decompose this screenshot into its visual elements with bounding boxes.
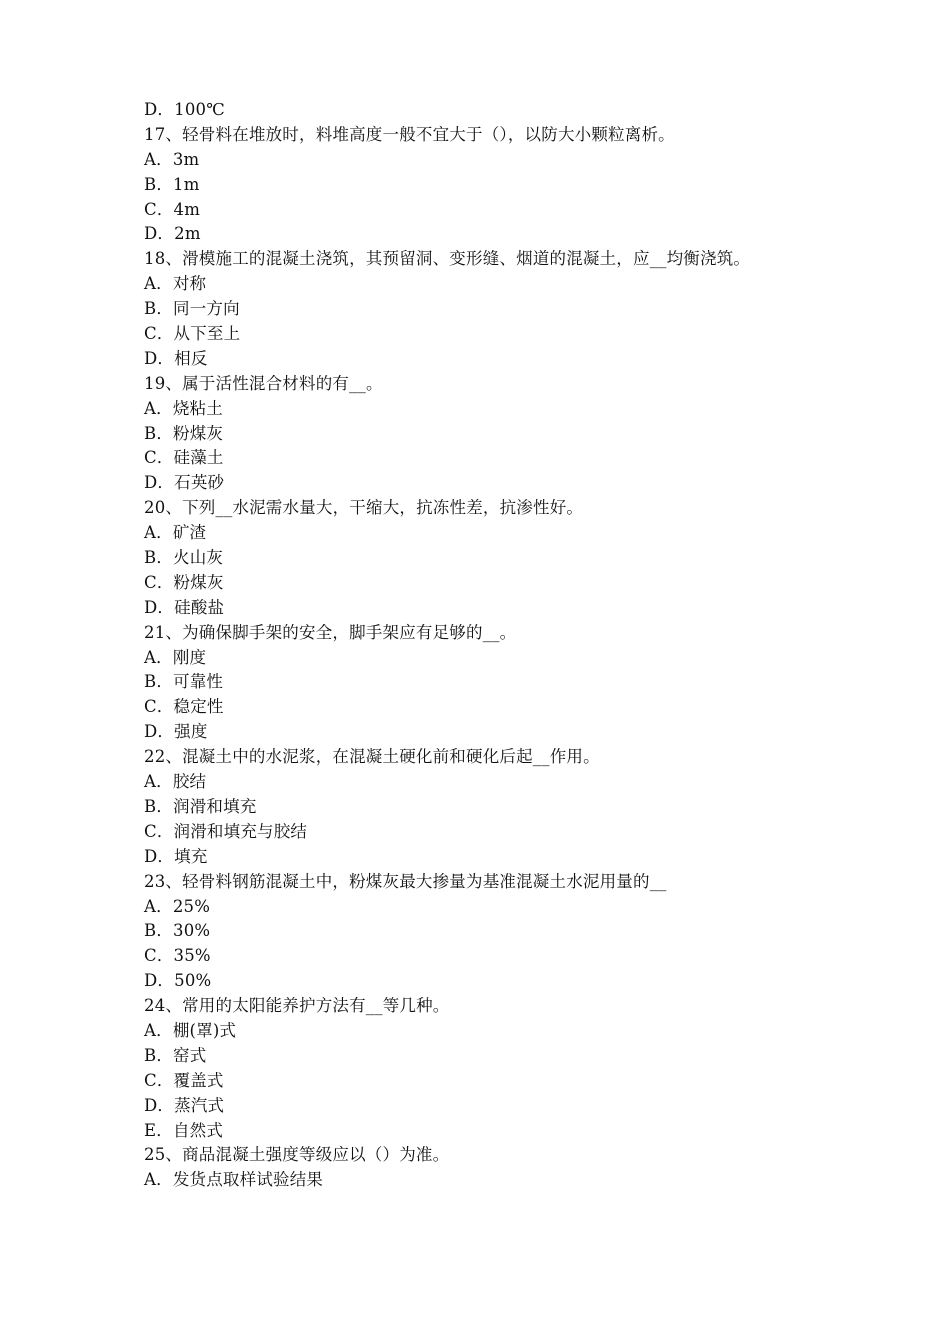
option-c-q23: C．35% (144, 946, 211, 966)
option-c-q18: C．从下至上 (144, 324, 241, 344)
option-a-q23: A．25% (144, 896, 211, 916)
option-d-q22: D．填充 (144, 846, 208, 866)
option-b-q18: B．同一方向 (144, 299, 240, 319)
option-b-q20: B．火山灰 (144, 548, 224, 568)
option-a-q24: A．棚(罩)式 (144, 1020, 237, 1040)
option-e-q24: E．自然式 (144, 1120, 224, 1140)
option-c-q20: C．粉煤灰 (144, 572, 224, 592)
option-b-q19: B．粉煤灰 (144, 423, 224, 443)
option-a-q18: A．对称 (144, 274, 207, 294)
option-d-q23: D．50% (144, 971, 212, 991)
document-body (144, 98, 844, 1193)
question-20: 20、下列__水泥需水量大，干缩大，抗冻性差，抗渗性好。 (144, 498, 584, 518)
option-c-q24: C．覆盖式 (144, 1070, 224, 1090)
option-b-q24: B．窑式 (144, 1045, 207, 1065)
option-c-q21: C．稳定性 (144, 697, 224, 717)
option-c-q22: C．润滑和填充与胶结 (144, 821, 308, 841)
question-24: 24、常用的太阳能养护方法有__等几种。 (144, 996, 450, 1016)
option-a-q21: A．刚度 (144, 647, 207, 667)
option-b-q21: B．可靠性 (144, 672, 224, 692)
option-b-q23: B．30% (144, 921, 211, 941)
question-21: 21、为确保脚手架的安全，脚手架应有足够的__。 (144, 622, 517, 642)
option-d-q18: D．相反 (144, 348, 208, 368)
question-17: 17、轻骨料在堆放时，料堆高度一般不宜大于（），以防大小颗粒离析。 (144, 124, 675, 144)
option-d-q20: D．硅酸盐 (144, 597, 225, 617)
option-d-q24: D．蒸汽式 (144, 1095, 225, 1115)
question-22: 22、混凝土中的水泥浆，在混凝土硬化前和硬化后起__作用。 (144, 747, 600, 767)
option-b-q17: B．1m (144, 174, 200, 194)
option-a-q17: A．3m (144, 149, 200, 169)
option-d-q17: D．2m (144, 224, 201, 244)
option-d-q19: D．石英砂 (144, 473, 225, 493)
option-a-q25: A．发货点取样试验结果 (144, 1170, 324, 1190)
option-d-q21: D．强度 (144, 722, 208, 742)
option-a-q22: A．胶结 (144, 772, 207, 792)
option-c-q17: C．4m (144, 199, 201, 219)
option-a-q19: A．烧粘土 (144, 398, 223, 418)
option-c-q19: C．硅藻土 (144, 448, 224, 468)
option-a-q20: A．矿渣 (144, 523, 207, 543)
option-d-q16: D．100℃ (144, 100, 225, 119)
question-18: 18、滑模施工的混凝土浇筑，其预留洞、变形缝、烟道的混凝土，应__均衡浇筑。 (144, 249, 751, 269)
option-b-q22: B．润滑和填充 (144, 796, 257, 816)
question-25: 25、商品混凝土强度等级应以（）为准。 (144, 1145, 450, 1165)
question-19: 19、属于活性混合材料的有__。 (144, 373, 383, 393)
question-23: 23、轻骨料钢筋混凝土中，粉煤灰最大掺量为基准混凝土水泥用量的__ (144, 871, 667, 891)
